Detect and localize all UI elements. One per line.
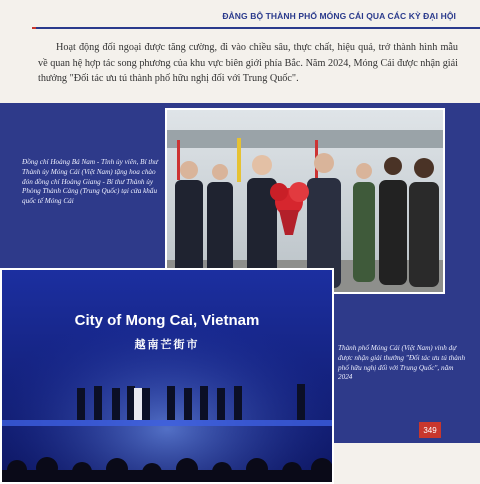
caption-flower-presentation: Đồng chí Hoàng Bá Nam - Tỉnh ủy viên, Bí thư Thành ủy Móng Cái (Việt Nam) tặng hoa chào đón đồng chí Hoàng Giang - Bí thư Thành ủy Phòng Thành Cảng (Trung Quốc) tại cửa khẩu quốc tế Móng Cái — [22, 158, 158, 206]
header-rule — [32, 27, 480, 29]
award-stage-image — [2, 270, 332, 482]
caption-award-ceremony: Thành phố Móng Cái (Việt Nam) vinh dự được nhận giải thưởng "Đối tác ưu tú thành phố hữu nghị đối với Trung Quốc", năm 2024 — [338, 344, 466, 382]
running-header: ĐẢNG BỘ THÀNH PHỐ MÓNG CÁI QUA CÁC KỲ ĐẠI HỘI — [222, 11, 456, 21]
page-number: 349 — [419, 422, 441, 438]
stage-screen-subtitle: 越南芒街市 — [134, 339, 200, 351]
intro-paragraph: Hoạt động đối ngoại được tăng cường, đi vào chiều sâu, thực chất, hiệu quả, trở thành hình mẫu về quan hệ hợp tác song phương của khu vực biên giới phía Bắc. Năm 2024, Móng Cái được nhận giải thưởng "Đối tác ưu tú thành phố hữu nghị đối với Trung Quốc". — [38, 42, 458, 84]
photo-flower-presentation — [165, 108, 445, 294]
photo-award-ceremony — [0, 268, 334, 484]
stage-screen-title: City of Mong Cai, Vietnam — [74, 312, 260, 329]
flower-presentation-image — [167, 110, 443, 292]
